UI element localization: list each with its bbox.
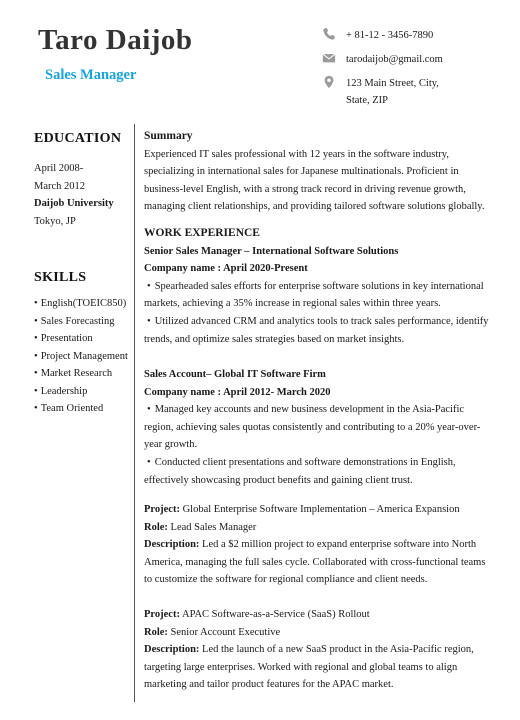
job-2-bullet-2: • Conducted client presentations and software demonstrations in English, effectively showcasing product benefits and gaining client trust. — [144, 454, 496, 489]
project-2-desc-label: Description: — [144, 644, 200, 656]
project-2-name: APAC Software-as-a-Service (SaaS) Rollout — [182, 609, 370, 620]
project-2-role-label: Role: — [144, 626, 168, 638]
contact-email — [322, 51, 517, 68]
job-2-title: Sales Account– Global IT Software Firm — [144, 369, 326, 380]
education-date-end: March 2012 — [34, 180, 86, 192]
skill-item: • Market Research — [34, 365, 128, 383]
summary-text: Experienced IT sales professional with 12 years in the software industry, specializing in international sales for Japanese multinationals. Proficient in business-level English, with a strong track record in driving revenue growth, managing client relationships, and providing tailored software solutions globally. — [144, 148, 485, 213]
summary-heading: Summary — [144, 130, 193, 142]
skill-item: • Sales Forecasting — [34, 313, 128, 331]
skill-item: • Project Management — [34, 348, 128, 366]
contact-address — [322, 75, 517, 109]
project-2-section — [144, 606, 496, 694]
project-1-name-row — [144, 501, 496, 519]
project-2-role: Senior Account Executive — [170, 626, 281, 638]
project-2-desc: Led the launch of a new SaaS product in the Asia-Pacific region, targeting large enterprises. Worked with regional and global teams to align marketing and tailor product features for the APAC market. — [144, 644, 474, 691]
envelope-icon — [322, 51, 336, 65]
skill-item: • Presentation — [34, 330, 128, 348]
column-divider — [134, 124, 135, 702]
project-1-desc-label: Description: — [144, 539, 200, 551]
summary-section — [144, 128, 496, 216]
education-date-start: April 2008- — [34, 163, 84, 174]
project-1-label: Project: — [144, 504, 180, 515]
education-details — [34, 160, 114, 230]
job-2-company — [144, 384, 496, 402]
education-location: Tokyo, JP — [34, 215, 76, 227]
contact-phone — [322, 27, 517, 44]
project-1-role-label: Role: — [144, 521, 168, 533]
job-1-company-label: Company name : — [144, 263, 222, 275]
job-1-title: Senior Sales Manager – International Software Solutions — [144, 245, 399, 257]
address-line-2: State, ZIP — [346, 95, 388, 106]
project-1-role-row — [144, 519, 496, 537]
project-2-label: Project: — [144, 609, 180, 620]
candidate-name: Taro Daijob — [38, 24, 193, 56]
job-1-period: April 2020-Present — [223, 263, 308, 275]
education-heading: EDUCATION — [34, 131, 122, 146]
location-pin-icon — [322, 75, 336, 89]
project-1-name: Global Enterprise Software Implementation – America Expansion — [182, 504, 460, 515]
education-school: Daijob University — [34, 198, 114, 209]
phone-number: + 81-12 - 3456-7890 — [346, 30, 434, 41]
address-line-1: 123 Main Street, City, — [346, 78, 439, 89]
job-1-bullet-2: • Utilized advanced CRM and analytics tools to track sales performance, identify trends, and optimize sales strategies based on market insights. — [144, 313, 496, 348]
work-heading: WORK EXPERIENCE — [144, 227, 260, 239]
job-2-section — [144, 366, 496, 489]
skills-list — [34, 295, 128, 418]
project-1-desc-row — [144, 536, 496, 589]
work-section — [144, 225, 496, 348]
project-1-section — [144, 501, 496, 589]
skill-item: • English(TOEIC850) — [34, 295, 128, 313]
project-1-desc: Led a $2 million project to expand enterprise software into North America, managing the full sales cycle. Collaborated with cross-functional teams to customize the software for regional compliance and client needs. — [144, 539, 486, 586]
job-2-bullet-1: • Managed key accounts and new business development in the Asia-Pacific region, achieving sales quotas consistently and contributing to a 20% year-over-year growth. — [144, 401, 496, 454]
project-1-role: Lead Sales Manager — [170, 521, 257, 533]
project-2-desc-row — [144, 641, 496, 694]
job-1-company — [144, 260, 496, 278]
job-title: Sales Manager — [45, 67, 137, 83]
skill-item: • Leadership — [34, 383, 128, 401]
project-2-name-row — [144, 606, 496, 624]
address — [346, 75, 439, 109]
project-2-role-row — [144, 624, 496, 642]
skill-item: • Team Oriented — [34, 400, 128, 418]
job-2-period: April 2012- March 2020 — [223, 386, 331, 398]
email-address: tarodaijob@gmail.com — [346, 54, 443, 65]
phone-icon — [322, 27, 336, 41]
job-1-bullet-1: • Spearheaded sales efforts for enterprise software solutions in key international markets, achieving a 35% increase in regional sales within three years. — [144, 278, 496, 313]
skills-heading: SKILLS — [34, 270, 87, 285]
job-2-company-label: Company name : — [144, 386, 222, 398]
